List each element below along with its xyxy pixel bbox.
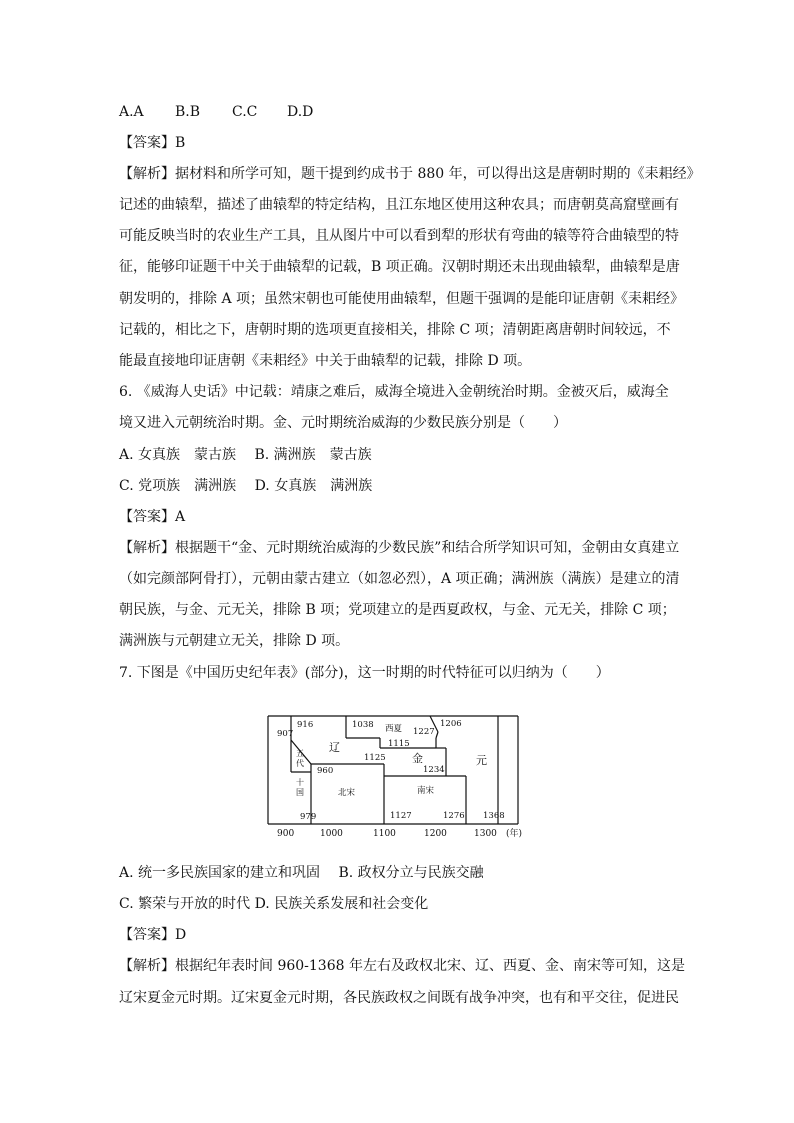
year-label-1206: 1206 <box>440 719 462 729</box>
year-label-1038: 1038 <box>352 720 374 730</box>
q5-option-b: B.B <box>175 104 201 120</box>
year-label-1127: 1127 <box>390 811 412 821</box>
year-label-1368: 1368 <box>483 811 505 821</box>
q5-analysis-line: 记载的，相比之下，唐朝时期的选项更直接相关，排除 C 项；清朝距离唐朝时间较远，不 <box>119 322 671 338</box>
region-label-yuan: 元 <box>476 754 487 767</box>
year-label-1115: 1115 <box>388 739 410 749</box>
q6-options-cd: C. 党项族 满洲族 D. 女真族 满洲族 <box>119 478 373 494</box>
axis-tick-1200: 1200 <box>424 829 447 839</box>
q7-analysis-line: 【解析】根据纪年表时间 960-1368 年左右及政权北宋、辽、西夏、金、南宋等可知，这是 <box>119 958 685 974</box>
axis-unit: (年) <box>506 829 523 839</box>
year-label-1227: 1227 <box>413 727 435 737</box>
q5-analysis-line: 能最直接地印证唐朝《耒耜经》中关于曲辕犁的记载，排除 D 项。 <box>119 353 532 369</box>
year-label-1234: 1234 <box>423 765 445 775</box>
year-label-907: 907 <box>277 729 294 739</box>
axis-tick-1300: 1300 <box>474 829 497 839</box>
q5-analysis-line: 记述的曲辕犁，描述了曲辕犁的特定结构，且江东地区使用这种农具；而唐朝莫高窟壁画有 <box>119 197 679 213</box>
region-label-nansong: 南宋 <box>417 786 435 796</box>
q6-analysis-line: 满洲族与元朝建立无关，排除 D 项。 <box>119 633 350 649</box>
q6-options-ab: A. 女真族 蒙古族 B. 满洲族 蒙古族 <box>119 447 372 463</box>
q6-stem-line: 6. 《威海人史话》中记载：靖康之难后，威海全境进入金朝统治时期。金被灭后，威海全 <box>119 384 669 400</box>
q5-options <box>119 103 313 121</box>
q5-analysis-line: 【解析】据材料和所学可知，题干提到约成书于 880 年，可以得出这是唐朝时期的《耒耜经》 <box>119 166 701 182</box>
year-label-1276: 1276 <box>443 811 465 821</box>
q6-stem-line: 境又进入元朝统治时期。金、元时期统治威海的少数民族分别是（ ） <box>119 415 567 431</box>
q5-answer: 【答案】B <box>119 135 186 151</box>
year-label-979: 979 <box>300 812 317 822</box>
q5-analysis-line: 朝发明的，排除 A 项；虽然宋朝也可能使用曲辕犁，但题干强调的是能印证唐朝《耒耜经》 <box>119 291 685 307</box>
axis-tick-1100: 1100 <box>373 829 396 839</box>
q7-options-ab: A. 统一多民族国家的建立和巩固 B. 政权分立与民族交融 <box>119 865 484 881</box>
q6-analysis-line: 朝民族，与金、元无关，排除 B 项；党项建立的是西夏政权，与金、元无关，排除 C 项； <box>119 602 676 618</box>
axis-tick-900: 900 <box>277 829 295 839</box>
region-label-shiguo: 十国 <box>296 778 304 797</box>
q7-options-cd: C. 繁荣与开放的时代 D. 民族关系发展和社会变化 <box>119 896 429 912</box>
year-label-960: 960 <box>317 766 334 776</box>
q5-option-d: D.D <box>287 104 314 120</box>
q6-answer: 【答案】A <box>119 509 186 525</box>
region-label-xixia: 西夏 <box>385 724 403 734</box>
q5-analysis-line: 征，能够印证题干中关于曲辕犁的记载，B 项正确。汉朝时期还未出现曲辕犁，曲辕犁是唐 <box>119 259 680 275</box>
q5-option-a: A.A <box>119 104 144 120</box>
region-label-wudai: 五代 <box>296 749 304 768</box>
q5-option-c: C.C <box>232 104 258 120</box>
axis-tick-1000: 1000 <box>320 829 343 839</box>
q7-stem: 7. 下图是《中国历史纪年表》(部分)，这一时期的时代特征可以归纳为（ ） <box>119 665 610 681</box>
year-label-1125: 1125 <box>364 753 386 763</box>
q6-analysis-line: （如完颜部阿骨打），元朝由蒙古建立（如忽必烈），A 项正确；满洲族（满族）是建立的清 <box>119 571 680 587</box>
region-label-beisong: 北宋 <box>338 788 356 798</box>
region-label-liao: 辽 <box>329 741 340 754</box>
q7-analysis-line: 辽宋夏金元时期。辽宋夏金元时期，各民族政权之间既有战争冲突，也有和平交往，促进民 <box>119 990 679 1006</box>
region-label-jin: 金 <box>412 752 423 765</box>
year-label-916: 916 <box>297 720 314 730</box>
chronology-chart <box>262 708 532 842</box>
q7-answer: 【答案】D <box>119 927 187 943</box>
q5-analysis-line: 可能反映当时的农业生产工具，且从图片中可以看到犁的形状有弯曲的辕等符合曲辕型的特 <box>119 228 679 244</box>
q6-analysis-line: 【解析】根据题干“金、元时期统治威海的少数民族”和结合所学知识可知，金朝由女真建立 <box>119 540 680 556</box>
